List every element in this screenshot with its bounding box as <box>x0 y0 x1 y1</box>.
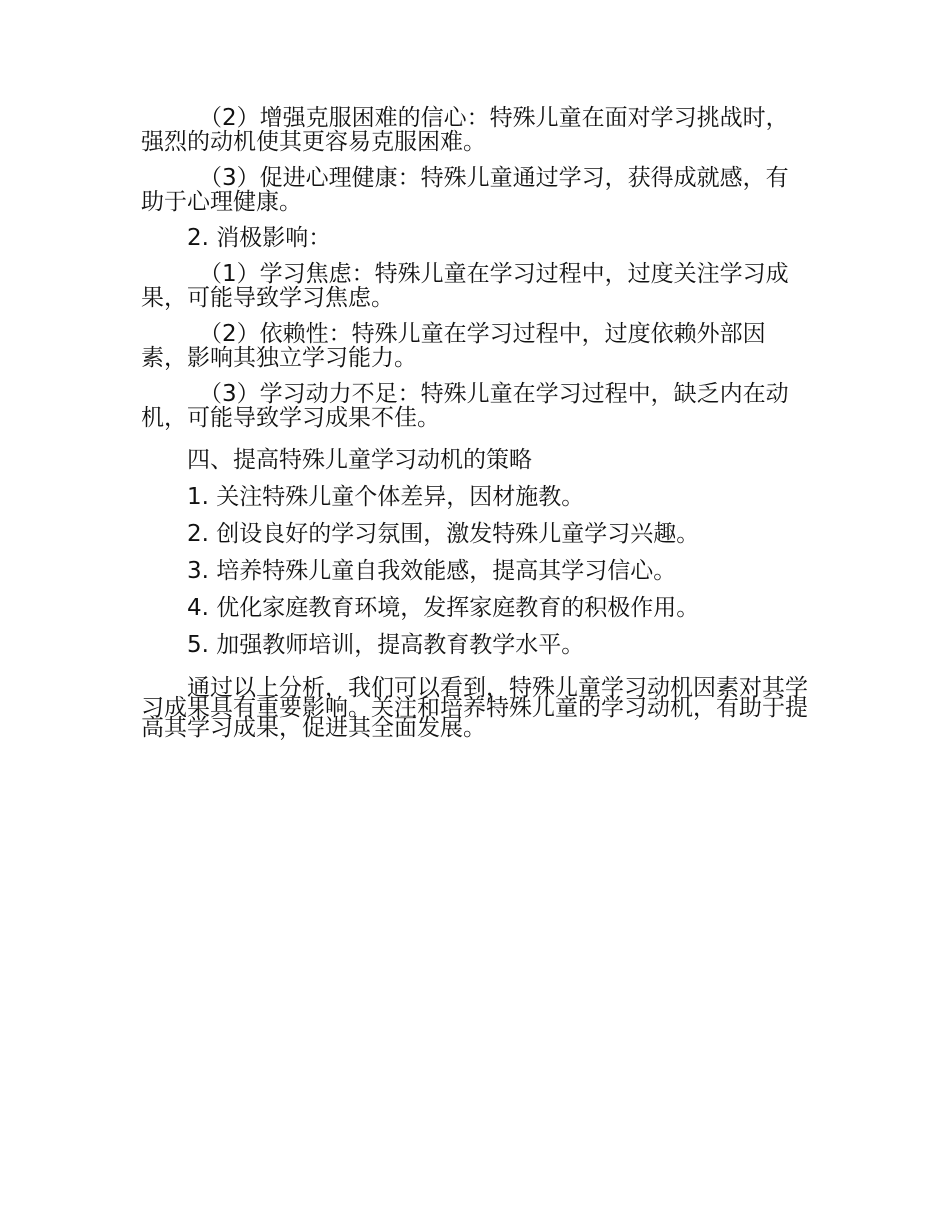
strategy-item-5: 5. 加强教师培训，提高教育教学水平。 <box>187 632 585 658</box>
section-heading-strategies: 四、提高特殊儿童学习动机的策略 <box>187 447 532 473</box>
paragraph-lack-of-motivation: （3）学习动力不足：特殊儿童在学习过程中，缺乏内在动机，可能导致学习成果不佳。 <box>141 381 789 431</box>
strategy-item-4: 4. 优化家庭教育环境，发挥家庭教育的积极作用。 <box>187 595 700 621</box>
document-body <box>141 106 811 750</box>
heading-negative-effects: 2. 消极影响： <box>187 225 332 251</box>
paragraph-confidence: （2）增强克服困难的信心：特殊儿童在面对学习挑战时，强烈的动机使其更容易克服困难。 <box>141 105 789 155</box>
strategy-item-3: 3. 培养特殊儿童自我效能感，提高其学习信心。 <box>187 558 677 584</box>
paragraph-mental-health: （3）促进心理健康：特殊儿童通过学习，获得成就感，有助于心理健康。 <box>141 165 789 215</box>
paragraph-dependence: （2）依赖性：特殊儿童在学习过程中，过度依赖外部因素，影响其独立学习能力。 <box>141 321 766 371</box>
paragraph-conclusion: 通过以上分析，我们可以看到，特殊儿童学习动机因素对其学习成果具有重要影响。关注和培养特殊儿童的学习动机，有助于提高其学习成果，促进其全面发展。 <box>141 675 808 741</box>
strategy-item-1: 1. 关注特殊儿童个体差异，因材施教。 <box>187 484 585 510</box>
strategy-item-2: 2. 创设良好的学习氛围，激发特殊儿童学习兴趣。 <box>187 521 700 547</box>
paragraph-learning-anxiety: （1）学习焦虑：特殊儿童在学习过程中，过度关注学习成果，可能导致学习焦虑。 <box>141 261 789 311</box>
